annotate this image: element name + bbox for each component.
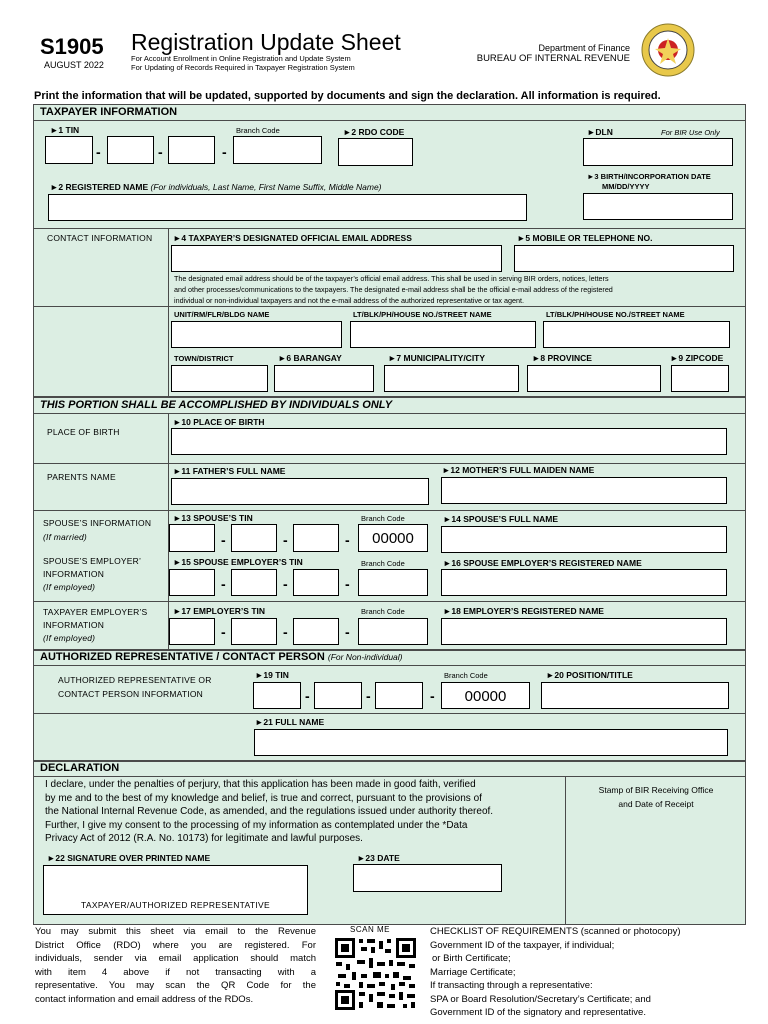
signature-caption: TAXPAYER/AUTHORIZED REPRESENTATIVE: [81, 900, 270, 910]
rep-tin-label: ►19 TIN: [255, 670, 289, 680]
spouse-name-label: ►14 SPOUSE’S FULL NAME: [443, 514, 558, 524]
taxpayer-section-title: TAXPAYER INFORMATION: [40, 106, 178, 118]
tin-part-3-input[interactable]: [168, 136, 215, 164]
spouse-side-label: SPOUSE’S INFORMATION (If married): [43, 518, 152, 542]
spouse-employer-tin-part-3-input[interactable]: [293, 569, 339, 596]
spouse-branch-code-value: 00000: [372, 530, 414, 547]
representative-section-title: AUTHORIZED REPRESENTATIVE / CONTACT PERSON (For Non-individual): [40, 651, 403, 663]
bir-use-label: For BIR Use Only: [661, 128, 720, 137]
tin-separator: -: [221, 576, 226, 592]
employer-branch-code-input[interactable]: [358, 618, 428, 645]
rep-branch-code-label: Branch Code: [444, 671, 488, 680]
tin-separator: -: [96, 144, 101, 160]
tin-part-2-input[interactable]: [107, 136, 154, 164]
spouse-tin-part-2-input[interactable]: [231, 524, 277, 552]
representative-side-label: AUTHORIZED REPRESENTATIVE OR CONTACT PERSON INFORMATION: [58, 675, 212, 699]
parents-side-label: PARENTS NAME: [47, 472, 116, 482]
bir-seal-icon: [638, 22, 698, 78]
contact-info-side-label: CONTACT INFORMATION: [47, 233, 153, 243]
town-input[interactable]: [171, 365, 268, 392]
date-input[interactable]: [353, 864, 502, 892]
checklist-item: If transacting through a representative:: [430, 980, 593, 991]
email-note: The designated email address should be of the taxpayer’s official email address. This shall be used in serving BIR orders, notices, letters and other processes/communications to the taxpayers. The designated e-mail address shall be the official e-mail address of the registered individual or non-individual taxpayers and not the e-mail address of the authorized representative or tax agent.: [174, 274, 613, 305]
spouse-employer-name-label: ►16 SPOUSE EMPLOYER’S REGISTERED NAME: [443, 558, 642, 568]
checklist-item: Marriage Certificate;: [430, 966, 516, 978]
rdo-code-input[interactable]: [338, 138, 413, 166]
form-title: Registration Update Sheet: [131, 29, 401, 55]
checklist-item: Government ID of the taxpayer, if individual;: [430, 939, 615, 951]
date-label: ►23 DATE: [357, 853, 400, 863]
spouse-employer-tin-part-2-input[interactable]: [231, 569, 277, 596]
birth-date-input[interactable]: [583, 193, 733, 220]
province-input[interactable]: [527, 365, 661, 392]
employer-side-label: TAXPAYER EMPLOYER’S INFORMATION (If employed): [43, 607, 148, 643]
declaration-text: I declare, under the penalties of perjury, that this application has been made in good faith, verified by me and to the best of my knowledge and belief, is true and correct, pursuant to the provisions of the National Internal Revenue Code, as amended, and the regulations issued under authority thereof. Further, I give my consent to the processing of my information as contemplated under the *Data Privacy Act of 2012 (R.A. No. 10173) for legitimate and lawful purposes.: [45, 779, 494, 844]
spouse-employer-name-input[interactable]: [441, 569, 727, 596]
rep-tin-part-1-input[interactable]: [253, 682, 301, 709]
position-label: ►20 POSITION/TITLE: [546, 670, 633, 680]
declaration-section-header: [33, 761, 746, 777]
employer-branch-code-label: Branch Code: [361, 607, 405, 616]
form-subtitle-2: For Updating of Records Required in Taxpayer Registration System: [131, 63, 355, 72]
tin-part-1-input[interactable]: [45, 136, 93, 164]
tin-separator: -: [221, 532, 226, 548]
checklist-title: CHECKLIST OF REQUIREMENTS (scanned or photocopy): [430, 926, 681, 937]
form-code: S1905: [40, 34, 104, 59]
tin-separator: -: [283, 624, 288, 640]
tin-separator: -: [222, 144, 227, 160]
rep-fullname-input[interactable]: [254, 729, 728, 756]
phone-input[interactable]: [514, 245, 734, 272]
submission-note: You may submit this sheet via email to the Revenue District Office (RDO) where you are registered. For individuals, sender via email application should match with item 4 above if not transacting with a representative. You may scan the QR Code for the contact information and email address of the RDOs.: [35, 926, 316, 1005]
employer-tin-label: ►17 EMPLOYER’S TIN: [173, 606, 266, 616]
spouse-employer-branch-code-label: Branch Code: [361, 559, 405, 568]
street-input-1[interactable]: [350, 321, 536, 348]
mother-name-input[interactable]: [441, 477, 727, 504]
barangay-input[interactable]: [274, 365, 374, 392]
form-subtitle-1: For Account Enrollment in Online Registration and Update System: [131, 54, 351, 63]
place-of-birth-label: ►10 PLACE OF BIRTH: [173, 417, 265, 427]
email-label: ►4 TAXPAYER’S DESIGNATED OFFICIAL EMAIL ADDRESS: [173, 233, 412, 243]
street-label-1: LT/BLK/PH/HOUSE NO./STREET NAME: [353, 310, 492, 319]
phone-label: ►5 MOBILE OR TELEPHONE NO.: [517, 233, 653, 243]
spouse-name-input[interactable]: [441, 526, 727, 553]
rep-tin-part-2-input[interactable]: [314, 682, 362, 709]
rep-fullname-label: ►21 FULL NAME: [255, 717, 325, 727]
birth-date-label: ►3 BIRTH/INCORPORATION DATE: [587, 172, 711, 181]
employer-name-input[interactable]: [441, 618, 727, 645]
branch-code-input[interactable]: [233, 136, 322, 164]
checklist-item: Government ID of the signatory and representative.: [430, 1007, 646, 1018]
employer-tin-part-3-input[interactable]: [293, 618, 339, 645]
spouse-employer-side-label: SPOUSE’S EMPLOYER’ INFORMATION (If employed): [43, 556, 142, 592]
tin-separator: -: [366, 688, 371, 704]
spouse-tin-part-3-input[interactable]: [293, 524, 339, 552]
individuals-section-title: THIS PORTION SHALL BE ACCOMPLISHED BY INDIVIDUALS ONLY: [40, 399, 393, 411]
tin-separator: -: [158, 144, 163, 160]
checklist-item: or Birth Certificate;: [432, 953, 511, 964]
province-label: ►8 PROVINCE: [532, 353, 592, 363]
tin-label: ►1 TIN: [50, 125, 80, 135]
father-name-input[interactable]: [171, 478, 429, 505]
birth-date-format: MM/DD/YYYY: [602, 182, 650, 191]
checklist-item: SPA or Board Resolution/Secretary’s Certificate; and: [430, 993, 651, 1005]
tin-separator: -: [430, 688, 435, 704]
rep-branch-code-value: 00000: [464, 688, 507, 705]
place-of-birth-side-label: PLACE OF BIRTH: [47, 427, 120, 437]
street-input-2[interactable]: [543, 321, 730, 348]
instruction-text: Print the information that will be updated, supported by documents and sign the declaration. All information is required.: [34, 90, 661, 102]
dln-label: ►DLN: [587, 127, 613, 137]
tin-separator: -: [345, 624, 350, 640]
scan-me-label: SCAN ME: [350, 925, 390, 934]
zipcode-label: ►9 ZIPCODE: [670, 353, 724, 363]
branch-code-label: Branch Code: [236, 126, 280, 135]
tin-separator: -: [221, 624, 226, 640]
zipcode-input[interactable]: [671, 365, 729, 392]
registered-name-label: ►2 REGISTERED NAME (For individuals, Last Name, First Name Suffix, Middle Name): [50, 182, 382, 192]
father-name-label: ►11 FATHER’S FULL NAME: [173, 466, 286, 476]
registered-name-input[interactable]: [48, 194, 527, 221]
bureau-name: BUREAU OF INTERNAL REVENUE: [476, 53, 630, 64]
employer-tin-part-1-input[interactable]: [169, 618, 215, 645]
tin-separator: -: [345, 576, 350, 592]
employer-name-label: ►18 EMPLOYER’S REGISTERED NAME: [443, 606, 604, 616]
declaration-section-title: DECLARATION: [40, 762, 120, 774]
tin-separator: -: [283, 576, 288, 592]
rdo-code-label: ►2 RDO CODE: [343, 127, 405, 137]
spouse-employer-tin-label: ►15 SPOUSE EMPLOYER’S TIN: [173, 557, 303, 567]
tin-separator: -: [283, 532, 288, 548]
dln-input[interactable]: [583, 138, 733, 166]
unit-label: UNIT/RM/FLR/BLDG NAME: [174, 310, 270, 319]
barangay-label: ►6 BARANGAY: [278, 353, 342, 363]
stamp-label: Stamp of BIR Receiving Office and Date of Receipt: [598, 785, 714, 809]
mother-name-label: ►12 MOTHER’S FULL MAIDEN NAME: [442, 465, 595, 475]
rep-tin-part-3-input[interactable]: [375, 682, 423, 709]
email-input[interactable]: [171, 245, 502, 272]
town-label: TOWN/DISTRICT: [174, 354, 234, 363]
spouse-employer-tin-part-1-input[interactable]: [169, 569, 215, 596]
employer-tin-part-2-input[interactable]: [231, 618, 277, 645]
checklist: [430, 925, 681, 1020]
spouse-tin-part-1-input[interactable]: [169, 524, 215, 552]
place-of-birth-input[interactable]: [171, 428, 727, 455]
qr-code-icon[interactable]: [333, 936, 418, 1012]
tin-separator: -: [305, 688, 310, 704]
unit-input[interactable]: [171, 321, 342, 348]
position-input[interactable]: [541, 682, 729, 709]
spouse-employer-branch-code-input[interactable]: [358, 569, 428, 596]
form-date: AUGUST 2022: [44, 60, 104, 70]
department-name: Department of Finance: [538, 43, 630, 53]
signature-label: ►22 SIGNATURE OVER PRINTED NAME: [47, 853, 211, 863]
tin-separator: -: [345, 532, 350, 548]
spouse-tin-label: ►13 SPOUSE’S TIN: [173, 513, 253, 523]
spouse-branch-code-label: Branch Code: [361, 514, 405, 523]
municipality-input[interactable]: [384, 365, 519, 392]
municipality-label: ►7 MUNICIPALITY/CITY: [388, 353, 486, 363]
street-label-2: LT/BLK/PH/HOUSE NO./STREET NAME: [546, 310, 685, 319]
